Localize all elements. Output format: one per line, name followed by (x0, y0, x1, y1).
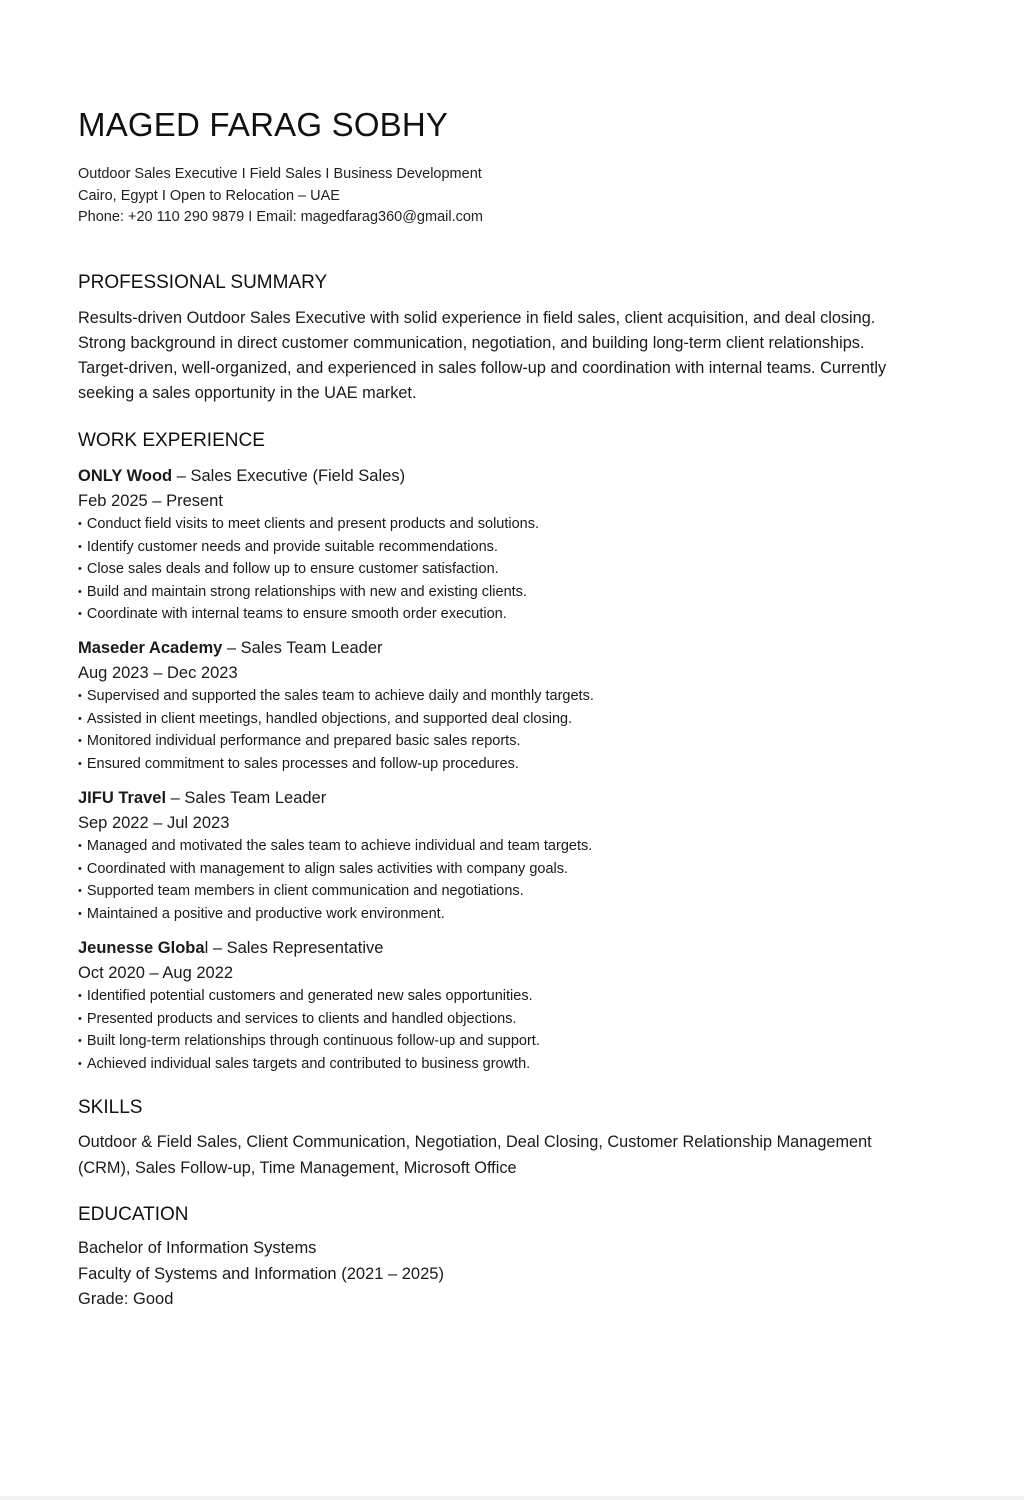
job-entry (78, 464, 938, 627)
job-dates: Sep 2022 – Jul 2023 (78, 814, 230, 832)
job-role: – Sales Team Leader (222, 639, 383, 657)
job-bullet: • Monitored individual performance and prepared basic sales reports. (78, 731, 938, 754)
job-heading (78, 464, 938, 488)
job-dates: Oct 2020 – Aug 2022 (78, 964, 234, 982)
job-company: Jeunesse Globa (78, 939, 205, 957)
job-bullets (78, 686, 938, 776)
job-bullet: • Coordinated with management to align sales activities with company goals. (78, 859, 938, 882)
job-entry (78, 936, 938, 1076)
skills-heading: SKILLS (78, 1097, 143, 1118)
job-bullet: • Conduct field visits to meet clients and present products and solutions. (78, 514, 938, 537)
job-dates: Feb 2025 – Present (78, 492, 223, 510)
job-bullet: • Built long-term relationships through continuous follow-up and support. (78, 1031, 938, 1054)
job-bullet: • Coordinate with internal teams to ensure smooth order execution. (78, 604, 938, 627)
job-bullet: • Identified potential customers and generated new sales opportunities. (78, 986, 938, 1009)
job-entry (78, 636, 938, 776)
job-bullets (78, 986, 938, 1076)
summary-text: Results-driven Outdoor Sales Executive with solid experience in field sales, client acquisition, and deal closing. Strong background in direct customer communication, negotiation, and building long-term client relationships. Target-driven, well-organized, and experienced in sales follow-up and coordination with internal teams. Currently seeking a sales opportunity in the UAE market. (78, 309, 887, 402)
job-bullet: • Maintained a positive and productive work environment. (78, 904, 938, 927)
job-bullet: • Supported team members in client communication and negotiations. (78, 881, 938, 904)
location: Cairo, Egypt I Open to Relocation – UAE (78, 187, 340, 204)
job-bullet: • Presented products and services to clients and handled objections. (78, 1009, 938, 1032)
job-company: Maseder Academy (78, 639, 223, 657)
job-role: – Sales Executive (Field Sales) (172, 467, 406, 485)
education-block (78, 1236, 444, 1313)
contact-line: Phone: +20 110 290 9879 I Email: magedfarag360@gmail.com (78, 209, 484, 225)
job-bullets (78, 514, 938, 627)
job-bullet: • Build and maintain strong relationships with new and existing clients. (78, 582, 938, 605)
job-bullet: • Achieved individual sales targets and contributed to business growth. (78, 1054, 938, 1077)
contact-block (78, 164, 483, 229)
skills-text: Outdoor & Field Sales, Client Communication, Negotiation, Deal Closing, Customer Relationship Management (CRM), Sales Follow-up, Time Management, Microsoft Office (78, 1133, 872, 1177)
experience-heading: WORK EXPERIENCE (78, 430, 265, 451)
education-degree: Bachelor of Information Systems (78, 1239, 317, 1257)
page-bottom-edge (0, 1496, 1024, 1500)
job-company: JIFU Travel (78, 789, 167, 807)
tagline: Outdoor Sales Executive I Field Sales I Business Development (78, 166, 482, 182)
job-role: l – Sales Representative (204, 939, 384, 957)
summary-heading: PROFESSIONAL SUMMARY (78, 272, 328, 293)
job-heading (78, 936, 938, 960)
job-dates: Aug 2023 – Dec 2023 (78, 664, 238, 682)
job-heading (78, 636, 938, 660)
job-heading (78, 786, 938, 810)
job-bullet: • Supervised and supported the sales team to achieve daily and monthly targets. (78, 686, 938, 709)
job-bullets (78, 836, 938, 926)
job-bullet: • Assisted in client meetings, handled objections, and supported deal closing. (78, 709, 938, 732)
job-company: ONLY Wood (78, 467, 173, 485)
education-grade: Grade: Good (78, 1290, 174, 1308)
job-entry (78, 786, 938, 926)
job-bullet: • Ensured commitment to sales processes and follow-up procedures. (78, 754, 938, 777)
job-bullet: • Identify customer needs and provide suitable recommendations. (78, 537, 938, 560)
education-faculty: Faculty of Systems and Information (2021 – 2025) (78, 1264, 444, 1283)
candidate-name: MAGED FARAG SOBHY (78, 106, 449, 143)
job-bullet: • Managed and motivated the sales team to achieve individual and team targets. (78, 836, 938, 859)
job-role: – Sales Team Leader (166, 789, 327, 807)
education-heading: EDUCATION (78, 1204, 189, 1225)
job-bullet: • Close sales deals and follow up to ensure customer satisfaction. (78, 559, 938, 582)
